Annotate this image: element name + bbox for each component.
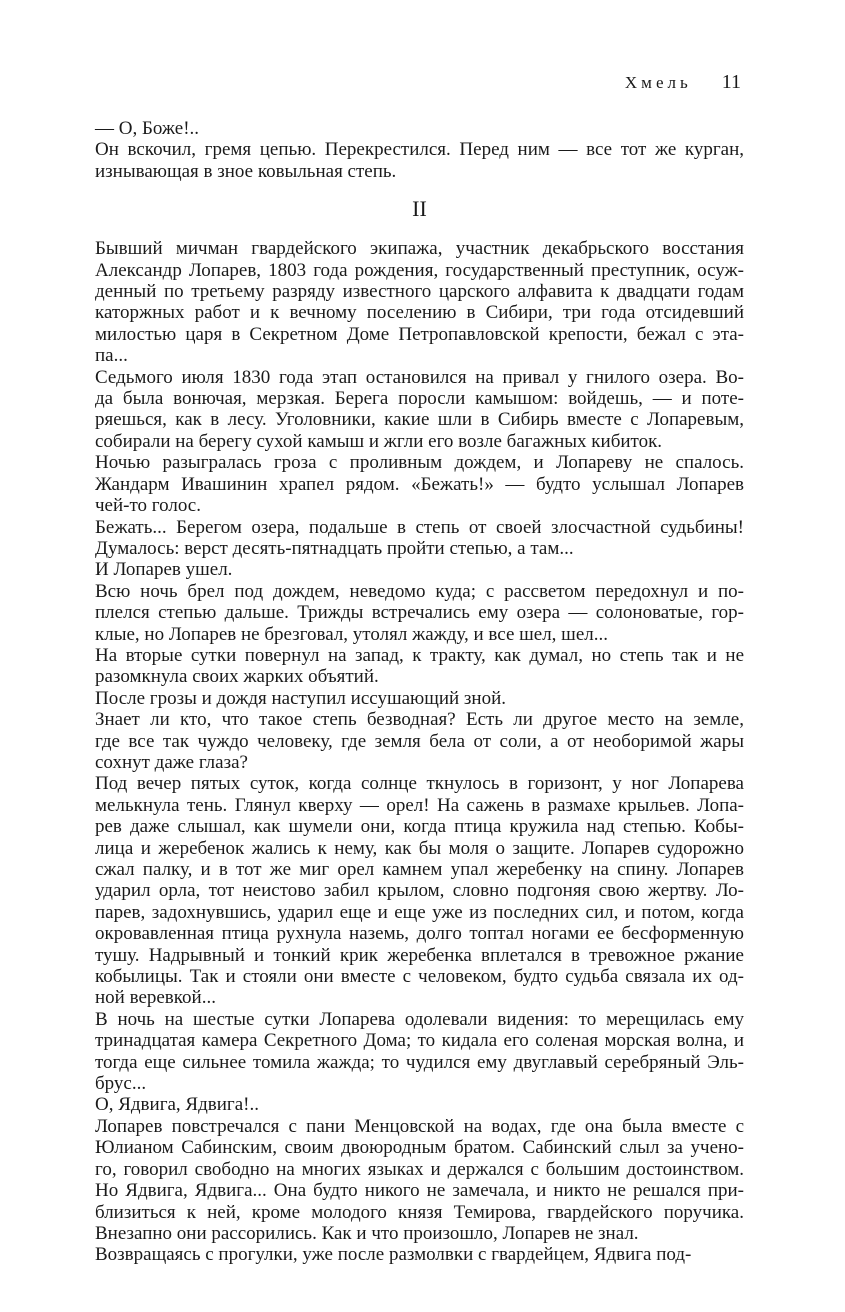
intro-text — [95, 118, 744, 182]
text-line: рев даже слышал, как шумели они, когда птица кружила над степью. Кобы- — [95, 816, 744, 838]
text-line: В ночь на шестые сутки Лопарева одолевали видения: то мерещилась ему — [95, 1008, 744, 1030]
text-line: чей-то голос. — [95, 495, 201, 517]
text-line: тринадцатая камера Секретного Дома; то кидала его соленая морская волна, и — [95, 1030, 744, 1052]
text-line: — О, Боже!.. — [95, 118, 200, 139]
body-text — [95, 118, 744, 1266]
text-line: Бывший мичман гвардейского экипажа, участник декабрьского восстания — [95, 238, 744, 260]
paragraph — [95, 688, 744, 709]
paragraph — [95, 709, 744, 773]
paragraph — [95, 118, 744, 139]
text-line: кобылицы. Так и стояли они вместе с человеком, будто судьба связала их од- — [95, 966, 744, 988]
text-line: брус... — [95, 1073, 147, 1095]
text-line: плелся степью дальше. Трижды встречались ему озера — солоноватые, гор- — [95, 602, 744, 624]
paragraph — [95, 773, 744, 1008]
text-line: Он вскочил, гремя цепью. Перекрестился. Перед ним — все тот же курган, — [95, 139, 744, 161]
text-line: Лопарев повстречался с пани Менцовской на водах, где она была вместе с — [95, 1115, 744, 1137]
text-line: Под вечер пятых суток, когда солнце ткнулось в горизонт, у ног Лопарева — [95, 773, 744, 795]
text-line: Думалось: верст десять-пятнадцать пройти степью, а там... — [95, 537, 574, 559]
paragraph — [95, 1116, 744, 1244]
text-line: Александр Лопарев, 1803 года рождения, государственный преступник, осуж- — [95, 259, 744, 281]
page-number: 11 — [721, 71, 741, 93]
text-line: Внезапно они рассорились. Как и что произошло, Лопарев не знал. — [95, 1222, 639, 1244]
text-line: сохнут даже глаза? — [95, 751, 248, 773]
text-line: тушу. Надрывный и тонкий крик жеребенка вплетался в тревожное ржание — [95, 944, 744, 966]
section-text — [95, 238, 744, 1266]
text-line: тогда еще сильнее томила жажда; то чудился ему двуглавый серебряный Эль- — [95, 1051, 744, 1073]
text-line: Бежать... Берегом озера, подальше в степь от своей злосчастной судьбины! — [95, 516, 744, 538]
text-line: парев, задохнувшись, ударил еще и еще уже из последних сил, и потом, когда — [95, 901, 744, 923]
text-line: Седьмого июля 1830 года этап остановился на привал у гнилого озера. Во- — [95, 366, 744, 388]
text-line: Знает ли кто, что такое степь безводная? Есть ли другое место на земле, — [95, 709, 744, 731]
text-line: Юлианом Сабинским, своим двоюродным братом. Сабинский слыл за учено- — [95, 1137, 744, 1159]
text-line: клые, но Лопарев не брезговал, утолял жажду, и все шел, шел... — [95, 623, 608, 645]
paragraph — [95, 517, 744, 560]
paragraph — [95, 581, 744, 645]
running-title: Хмель — [624, 73, 692, 92]
paragraph — [95, 139, 744, 182]
paragraph — [95, 645, 744, 688]
paragraph — [95, 367, 744, 453]
text-line: па... — [95, 345, 128, 367]
text-line: Жандарм Ивашинин храпел рядом. «Бежать!» — будто услышал Лопарев — [95, 473, 744, 495]
text-line: Всю ночь брел под дождем, неведомо куда; с рассветом передохнул и по- — [95, 580, 744, 602]
text-line: О, Ядвига, Ядвига!.. — [95, 1094, 259, 1116]
paragraph — [95, 1244, 744, 1265]
text-line: И Лопарев ушел. — [95, 559, 233, 581]
text-line: разомкнула своих жарких объятий. — [95, 666, 379, 688]
text-line: ной веревкой... — [95, 987, 216, 1009]
paragraph — [95, 1009, 744, 1095]
text-line: мелькнула тень. Глянул кверху — орел! На сажень в размахе крыльев. Лопа- — [95, 794, 744, 816]
text-line: Но Ядвига, Ядвига... Она будто никого не замечала, и никто не решался при- — [95, 1180, 744, 1202]
running-head — [625, 70, 741, 95]
text-line: лица и жеребенок жались к нему, как бы моля о защите. Лопарев судорожно — [95, 837, 744, 859]
paragraph — [95, 1094, 744, 1115]
text-line: окровавленная птица рухнула наземь, долго топтал ногами ее бесформенную — [95, 923, 744, 945]
text-line: После грозы и дождя наступил иссушающий зной. — [95, 687, 507, 709]
paragraph — [95, 238, 744, 366]
text-line: собирали на берегу сухой камыш и жгли его возле багажных кибиток. — [95, 430, 663, 452]
text-line: где все так чуждо человеку, где земля бела от соли, а от необоримой жары — [95, 730, 744, 752]
text-line: Ночью разыгралась гроза с проливным дождем, и Лопареву не спалось. — [95, 452, 744, 474]
text-line: изнывающая в зное ковыльная степь. — [95, 160, 397, 182]
text-line: да была вонючая, мерзкая. Берега поросли камышом: войдешь, — и поте- — [95, 388, 744, 410]
text-line: сжал палку, и в тот же миг орел камнем упал жеребенку на спину. Лопарев — [95, 859, 744, 880]
text-line: ударил орла, тот неистово забил крылом, словно подгоняя свою жертву. Ло- — [95, 880, 744, 902]
text-line: ряешься, как в лесу. Уголовники, какие шли в Сибирь вместе с Лопаревым, — [95, 409, 744, 431]
text-line: На вторые сутки повернул на запад, к тракту, как думал, но степь так и не — [95, 644, 744, 666]
text-line: милостью царя в Секретном Доме Петропавловской крепости, бежал с эта- — [95, 323, 744, 345]
paragraph — [95, 452, 744, 516]
text-line: денный по третьему разряду известного царского алфавита к двадцати годам — [95, 281, 744, 303]
section-heading: II — [412, 196, 427, 222]
text-line: го, говорил свободно на многих языках и держался с большим достоинством. — [95, 1158, 744, 1180]
paragraph — [95, 559, 744, 580]
text-line: каторжных работ и к вечному поселению в Сибири, три года отсидевший — [95, 302, 744, 324]
text-line: близиться к ней, кроме молодого князя Темирова, гвардейского поручика. — [95, 1201, 744, 1223]
text-line: Возвращаясь с прогулки, уже после размолвки с гвардейцем, Ядвига под- — [95, 1244, 692, 1266]
